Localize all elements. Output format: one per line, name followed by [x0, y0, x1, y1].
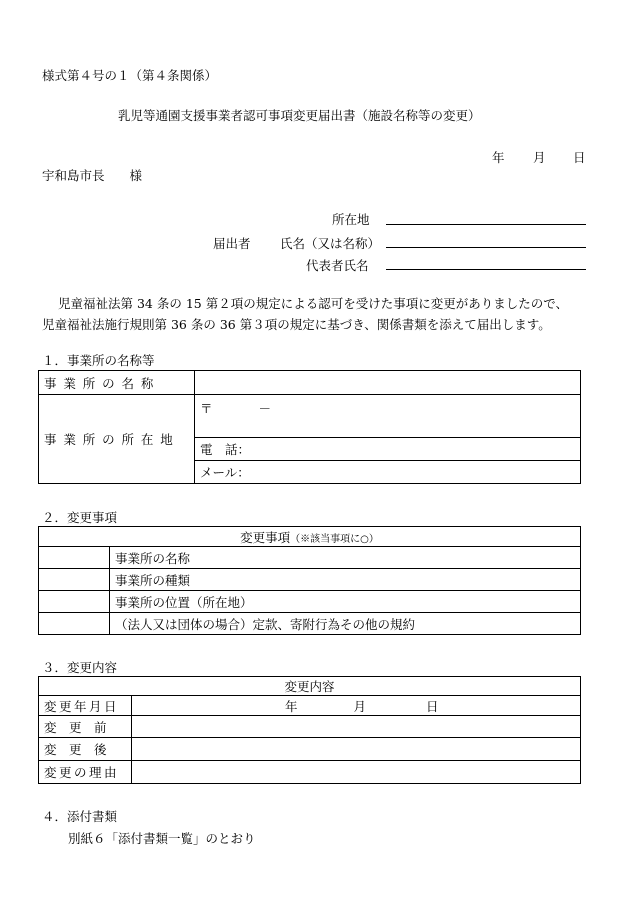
change-date-month: 月	[353, 698, 367, 714]
change-items-header: 変更事項（※該当事項に○）	[39, 527, 581, 547]
postal-field[interactable]	[195, 395, 581, 438]
facility-name-label: 事業所の名称	[39, 371, 195, 395]
body-line-2: 児童福祉法施行規則第 36 条の 36 第３項の規定に基づき、関係書類を添えて届出します。	[42, 317, 551, 332]
change-date-year: 年	[285, 698, 298, 714]
change-item: （法人又は団体の場合）定款、寄附行為その他の規約	[110, 613, 581, 635]
phone-field[interactable]	[195, 438, 581, 461]
change-details-header: 変更内容	[39, 677, 581, 696]
after-label: 変 更 後	[39, 738, 132, 761]
change-details-table	[38, 676, 581, 784]
addressee: 宇和島市長 様	[42, 168, 143, 183]
email-label: メール：	[200, 465, 250, 480]
before-label: 変 更 前	[39, 716, 132, 738]
name-field[interactable]	[386, 247, 586, 248]
change-date-day: 日	[426, 698, 439, 714]
date-day: 日	[573, 150, 586, 165]
address-field[interactable]	[386, 224, 586, 225]
change-items-table	[38, 526, 581, 635]
change-item-mark-cell[interactable]	[39, 591, 110, 613]
after-field[interactable]	[132, 738, 581, 761]
change-item-mark-cell[interactable]	[39, 547, 110, 569]
change-date-field[interactable]	[132, 696, 581, 716]
section1-heading: １．事業所の名称等	[42, 353, 155, 368]
postal-mark: 〒	[200, 401, 213, 416]
facility-info-table	[38, 370, 581, 484]
section3-heading: ３．変更内容	[42, 660, 118, 675]
body-line-1: 児童福祉法第 34 条の 15 第２項の規定による認可を受けた事項に変更がありましたので、	[58, 296, 568, 311]
name-label: 氏名（又は名称）	[280, 236, 381, 251]
representative-label: 代表者氏名	[306, 258, 369, 273]
section4-heading: ４．添付書類	[42, 809, 118, 824]
attachment-text: 別紙６「添付書類一覧」のとおり	[68, 831, 256, 846]
date-year: 年	[492, 150, 505, 165]
phone-label: 電 話：	[200, 442, 251, 457]
change-item: 事業所の種類	[110, 569, 581, 591]
change-item-mark-cell[interactable]	[39, 613, 110, 635]
email-field[interactable]	[195, 461, 581, 484]
postal-dash: －	[258, 401, 272, 416]
reason-label: 変更の理由	[39, 761, 132, 784]
before-field[interactable]	[132, 716, 581, 738]
change-date-label: 変更年月日	[39, 696, 132, 716]
date-month: 月	[533, 150, 546, 165]
facility-name-field[interactable]	[195, 371, 581, 395]
form-number: 様式第４号の１（第４条関係）	[42, 68, 218, 83]
section2-heading: ２．変更事項	[42, 510, 118, 525]
change-item: 事業所の名称	[110, 547, 581, 569]
change-item-mark-cell[interactable]	[39, 569, 110, 591]
reason-field[interactable]	[132, 761, 581, 784]
change-item: 事業所の位置（所在地）	[110, 591, 581, 613]
representative-field[interactable]	[386, 269, 586, 270]
facility-location-label: 事業所の所在地	[39, 395, 195, 484]
address-label: 所在地	[332, 212, 370, 227]
notifier-label: 届出者	[213, 236, 251, 251]
document-title: 乳児等通園支援事業者認可事項変更届出書（施設名称等の変更）	[118, 108, 481, 123]
